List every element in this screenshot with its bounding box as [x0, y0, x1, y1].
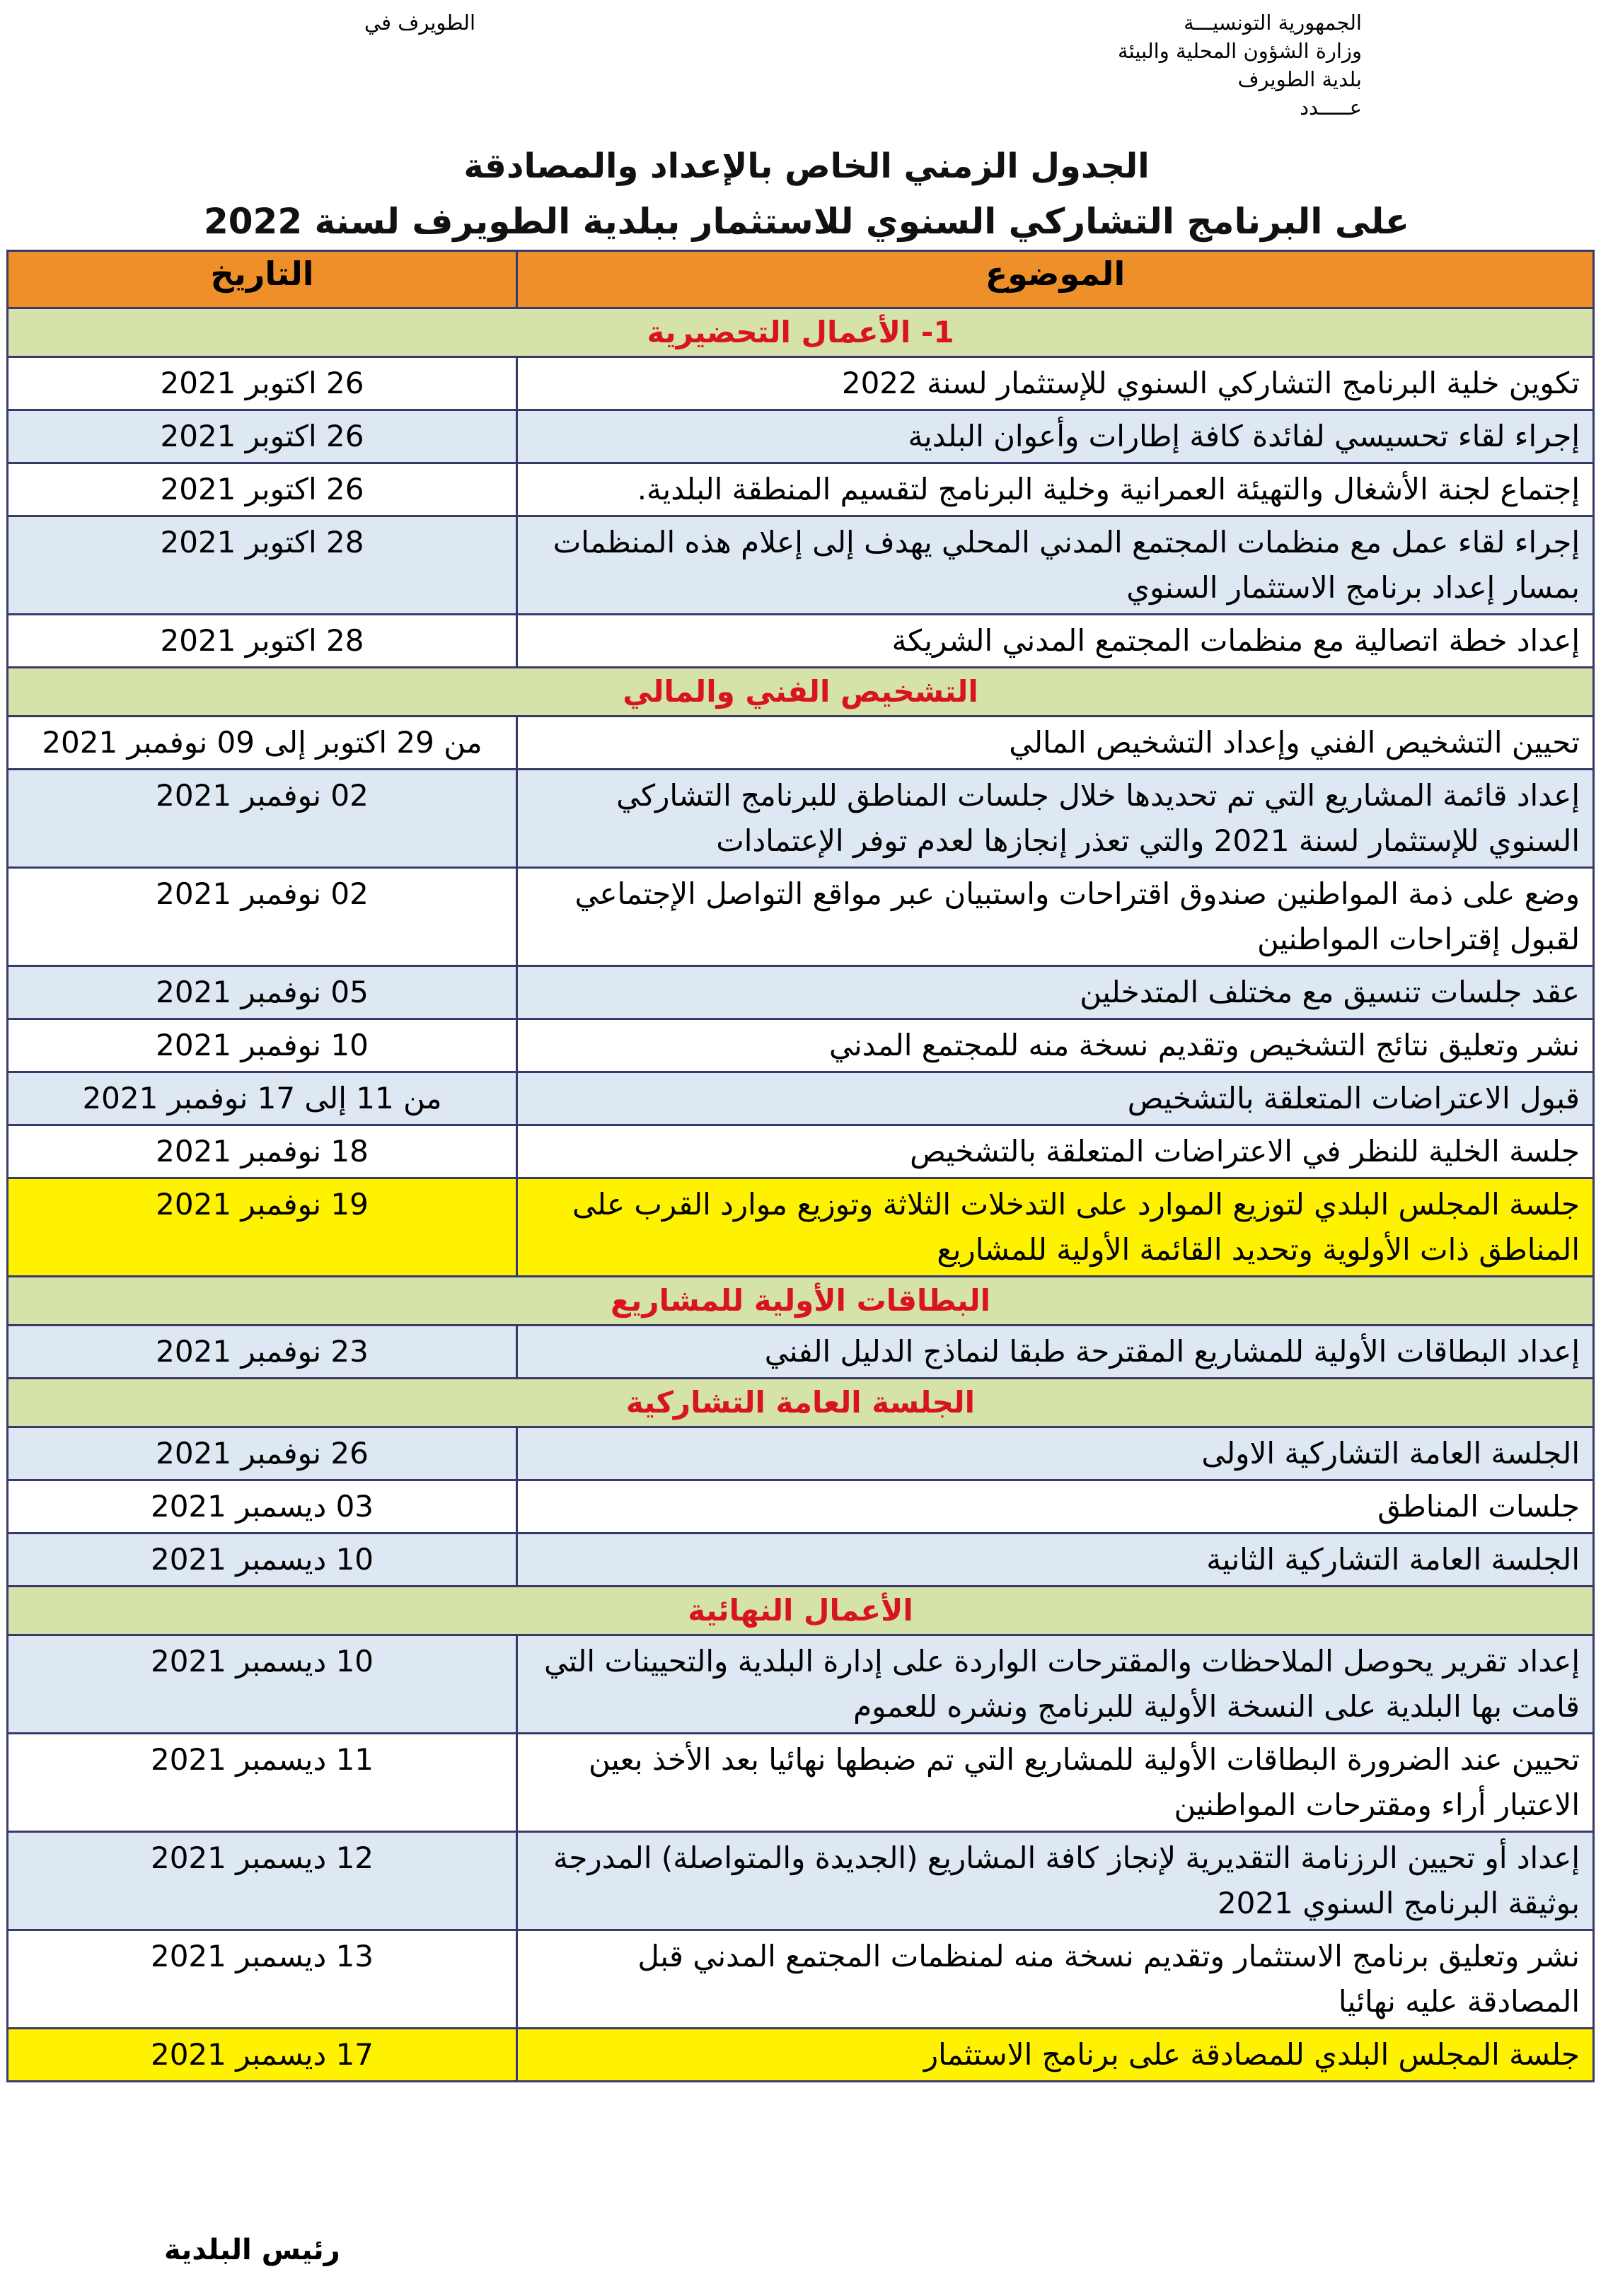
reference-number: عـــــدد: [1300, 95, 1362, 120]
page-subtitle: على البرنامج التشاركي السنوي للاستثمار ببلدية الطويرف لسنة 2022: [203, 201, 1410, 242]
schedule-table: [6, 250, 1595, 2082]
schedule-table-container: [8, 250, 1595, 2082]
subject-cell: تحيين عند الضرورة البطاقات الأولية للمشاريع التي تم ضبطها نهائيا بعد الأخذ بعين الاعتبار أراء ومقترحات المواطنين: [517, 1734, 1594, 1832]
subject-cell: جلسة المجلس البلدي للمصادقة على برنامج الاستثمار: [517, 2029, 1594, 2082]
section-label: 1- الأعمال التحضيرية: [8, 308, 1594, 357]
table-row: [8, 1019, 1594, 1072]
subject-cell: إجراء لقاء تحسيسي لفائدة كافة إطارات وأعوان البلدية: [517, 410, 1594, 463]
date-cell: 19 نوفمبر 2021: [8, 1178, 517, 1277]
subject-cell: نشر وتعليق نتائج التشخيص وتقديم نسخة منه للمجتمع المدني: [517, 1019, 1594, 1072]
table-row: [8, 1427, 1594, 1480]
date-cell: 02 نوفمبر 2021: [8, 770, 517, 868]
date-cell: 02 نوفمبر 2021: [8, 868, 517, 966]
country-name: الجمهورية التونسيـــة: [1184, 11, 1362, 35]
table-row: [8, 717, 1594, 770]
date-cell: 23 نوفمبر 2021: [8, 1326, 517, 1379]
table-body: [8, 308, 1594, 2082]
section-row: [8, 308, 1594, 357]
date-cell: من 29 اكتوبر إلى 09 نوفمبر 2021: [8, 717, 517, 770]
table-row: [8, 357, 1594, 410]
subject-cell: جلسة الخلية للنظر في الاعتراضات المتعلقة بالتشخيص: [517, 1125, 1594, 1178]
table-row: [8, 1125, 1594, 1178]
date-cell: 26 اكتوبر 2021: [8, 463, 517, 516]
section-row: [8, 668, 1594, 717]
section-row: [8, 1277, 1594, 1326]
date-cell: 26 اكتوبر 2021: [8, 410, 517, 463]
date-cell: 10 نوفمبر 2021: [8, 1019, 517, 1072]
table-row: [8, 1178, 1594, 1277]
date-cell: من 11 إلى 17 نوفمبر 2021: [8, 1072, 517, 1125]
date-cell: 28 اكتوبر 2021: [8, 516, 517, 615]
subject-column-header: الموضوع: [517, 251, 1594, 308]
page-title: الجدول الزمني الخاص بالإعداد والمصادقة: [463, 146, 1150, 186]
table-row: [8, 410, 1594, 463]
place-date: الطويرف في: [364, 11, 476, 35]
section-label: الأعمال النهائية: [8, 1587, 1594, 1635]
subject-cell: نشر وتعليق برنامج الاستثمار وتقديم نسخة منه لمنظمات المجتمع المدني قبل المصادقة عليه نهائيا: [517, 1930, 1594, 2029]
section-label: التشخيص الفني والمالي: [8, 668, 1594, 717]
section-label: الجلسة العامة التشاركية: [8, 1379, 1594, 1427]
section-row: [8, 1379, 1594, 1427]
date-cell: 03 ديسمبر 2021: [8, 1480, 517, 1533]
ministry-name: وزارة الشؤون المحلية والبيئة: [1118, 39, 1362, 63]
subject-cell: وضع على ذمة المواطنين صندوق اقتراحات واستبيان عبر مواقع التواصل الإجتماعي لقبول إقتراحات المواطنين: [517, 868, 1594, 966]
subject-cell: تحيين التشخيص الفني وإعداد التشخيص المالي: [517, 717, 1594, 770]
subject-cell: إجراء لقاء عمل مع منظمات المجتمع المدني المحلي يهدف إلى إعلام هذه المنظمات بمسار إعداد برنامج الاستثمار السنوي: [517, 516, 1594, 615]
table-row: [8, 516, 1594, 615]
table-row: [8, 1930, 1594, 2029]
table-row: [8, 1480, 1594, 1533]
municipality-name: بلدية الطويرف: [1237, 67, 1362, 91]
date-cell: 05 نوفمبر 2021: [8, 966, 517, 1019]
subject-cell: إعداد خطة اتصالية مع منظمات المجتمع المدني الشريكة: [517, 615, 1594, 668]
table-row: [8, 2029, 1594, 2082]
table-row: [8, 1635, 1594, 1734]
date-cell: 10 ديسمبر 2021: [8, 1635, 517, 1734]
table-row: [8, 463, 1594, 516]
section-label: البطاقات الأولية للمشاريع: [8, 1277, 1594, 1326]
subject-cell: عقد جلسات تنسيق مع مختلف المتدخلين: [517, 966, 1594, 1019]
date-column-header: التاريخ: [8, 251, 517, 308]
section-row: [8, 1587, 1594, 1635]
signature-label: رئيس البلدية: [164, 2234, 340, 2266]
subject-cell: إعداد قائمة المشاريع التي تم تحديدها خلال جلسات المناطق للبرنامج التشاركي السنوي للإستثمار لسنة 2021 والتي تعذر إنجازها لعدم توفر الإعتمادات: [517, 770, 1594, 868]
table-row: [8, 1533, 1594, 1587]
table-row: [8, 770, 1594, 868]
subject-cell: إعداد البطاقات الأولية للمشاريع المقترحة طبقا لنماذج الدليل الفني: [517, 1326, 1594, 1379]
date-cell: 18 نوفمبر 2021: [8, 1125, 517, 1178]
letterhead: [1118, 8, 1362, 122]
date-cell: 10 ديسمبر 2021: [8, 1533, 517, 1587]
table-row: [8, 1072, 1594, 1125]
subject-cell: الجلسة العامة التشاركية الاولى: [517, 1427, 1594, 1480]
subject-cell: قبول الاعتراضات المتعلقة بالتشخيص: [517, 1072, 1594, 1125]
date-cell: 26 نوفمبر 2021: [8, 1427, 517, 1480]
table-row: [8, 1734, 1594, 1832]
table-header-row: [8, 251, 1594, 308]
table-row: [8, 1832, 1594, 1930]
subject-cell: جلسات المناطق: [517, 1480, 1594, 1533]
date-cell: 28 اكتوبر 2021: [8, 615, 517, 668]
subject-cell: إجتماع لجنة الأشغال والتهيئة العمرانية وخلية البرنامج لتقسيم المنطقة البلدية.: [517, 463, 1594, 516]
date-cell: 26 اكتوبر 2021: [8, 357, 517, 410]
subject-cell: إعداد أو تحيين الرزنامة التقديرية لإنجاز كافة المشاريع (الجديدة والمتواصلة) المدرجة بوثيقة البرنامج السنوي 2021: [517, 1832, 1594, 1930]
table-row: [8, 868, 1594, 966]
subject-cell: إعداد تقرير يحوصل الملاحظات والمقترحات الواردة على إدارة البلدية والتحيينات التي قامت بها البلدية على النسخة الأولية للبرنامج ونشره للعموم: [517, 1635, 1594, 1734]
date-cell: 13 ديسمبر 2021: [8, 1930, 517, 2029]
subject-cell: جلسة المجلس البلدي لتوزيع الموارد على التدخلات الثلاثة وتوزيع موارد القرب على المناطق ذات الأولوية وتحديد القائمة الأولية للمشاريع: [517, 1178, 1594, 1277]
table-row: [8, 615, 1594, 668]
subject-cell: الجلسة العامة التشاركية الثانية: [517, 1533, 1594, 1587]
date-cell: 12 ديسمبر 2021: [8, 1832, 517, 1930]
table-row: [8, 1326, 1594, 1379]
date-cell: 11 ديسمبر 2021: [8, 1734, 517, 1832]
subject-cell: تكوين خلية البرنامج التشاركي السنوي للإستثمار لسنة 2022: [517, 357, 1594, 410]
table-row: [8, 966, 1594, 1019]
date-cell: 17 ديسمبر 2021: [8, 2029, 517, 2082]
